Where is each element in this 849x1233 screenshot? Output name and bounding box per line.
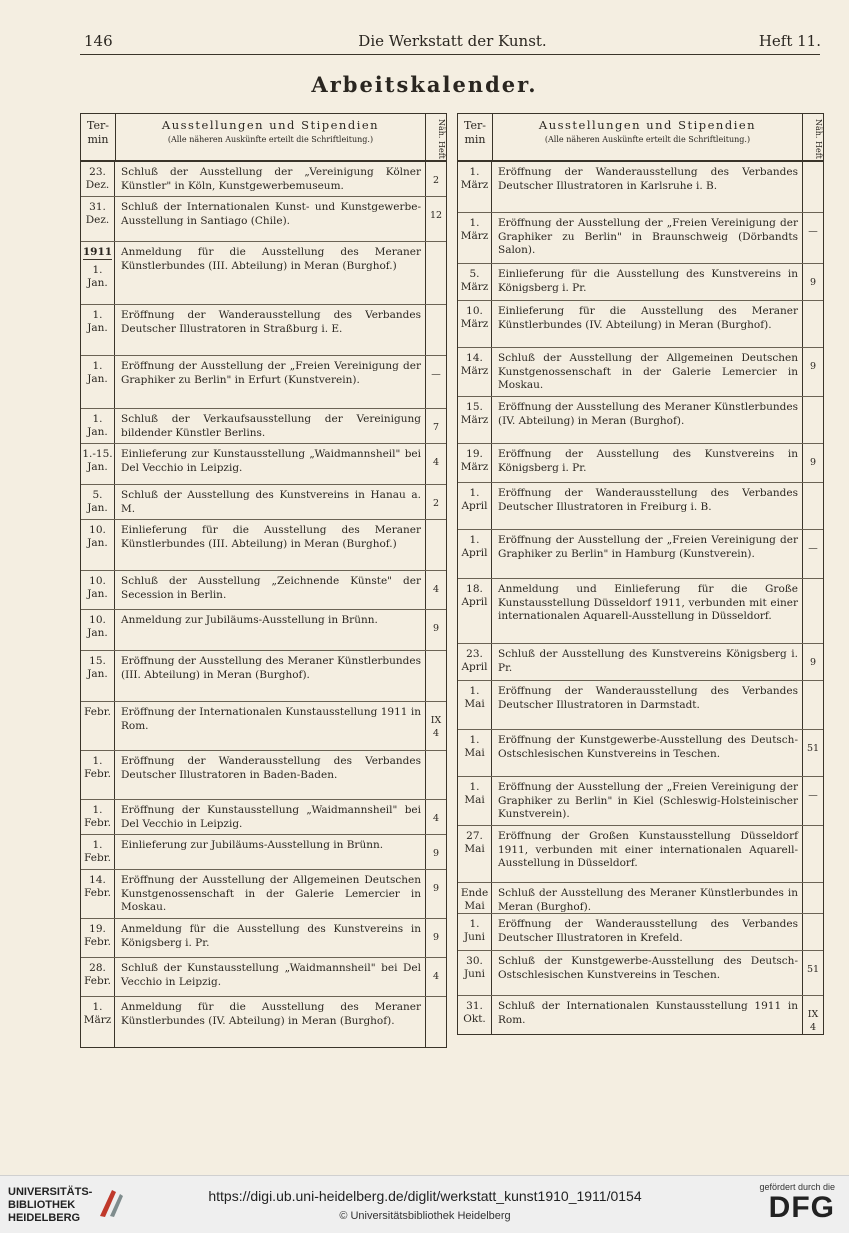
row-description: Anmeldung für die Ausstellung des Meraner Künstlerbundes (III. Abteilung) in Meran (Burghof.) [115,242,426,304]
desc-header-subtitle: (Alle näheren Auskünfte erteilt die Schriftleitung.) [544,135,751,144]
row-date: 10. März [460,305,489,330]
table-row [458,914,823,951]
row-description: Anmeldung zur Jubiläums-Ausstellung in Brünn. [115,610,426,650]
row-description: Schluß der Kunstgewerbe-Ausstellung des Deutsch-Ostschlesischen Kunstvereins in Teschen. [492,951,803,995]
row-date-cell [458,530,492,578]
row-issue-number: 4 [432,813,440,824]
table-row [458,397,823,444]
table-row [81,958,446,997]
table-row [458,883,823,914]
row-date: 1. März [83,1001,112,1026]
row-issue-number [426,520,446,570]
table-header [81,114,446,162]
row-date: 1. Febr. [84,804,111,829]
row-description: Eröffnung der Wanderausstellung des Verbandes Deutscher Illustratoren in Baden-Baden. [115,751,426,799]
table-row [81,242,446,305]
left-table-body [81,162,446,1047]
running-header [84,30,821,52]
row-description: Schluß der Ausstellung des Meraner Künstlerbundes in Meran (Burghof). [492,883,803,913]
row-date: 1. Jan. [87,360,108,385]
row-issue-number: 2 [432,498,440,509]
row-description: Eröffnung der Internationalen Kunstausstellung 1911 in Rom. [115,702,426,750]
table-row [458,530,823,579]
desc-column-header [493,114,803,160]
row-date-cell [81,571,115,609]
row-date: 5. Jan. [87,489,108,514]
row-date-cell [458,444,492,482]
row-date: 1. Jan. [87,413,108,438]
row-date: 10. Jan. [87,575,108,600]
row-description: Einlieferung zur Kunstausstellung „Waidmannsheil" bei Del Vecchio in Leipzig. [115,444,426,484]
right-calendar-table [457,113,824,1035]
date-column-header [458,114,493,160]
row-date: 15. März [460,401,489,426]
table-row [81,997,446,1047]
row-issue-number: 9 [432,623,440,634]
row-date: 30. Juni [463,955,486,980]
row-date-cell [81,444,115,484]
row-date: 1. Febr. [84,755,111,780]
row-description: Schluß der Ausstellung des Kunstvereins Königsberg i. Pr. [492,644,803,680]
row-date-cell [458,213,492,263]
dfg-mark: DFG [768,1191,835,1224]
row-date-cell [81,356,115,408]
row-date-cell [458,777,492,825]
row-issue-number: IX 4 [430,715,442,739]
row-date: 5. März [460,268,489,293]
row-date: Ende Mai [460,887,489,912]
library-logo[interactable] [8,1186,158,1225]
row-description: Einlieferung zur Jubiläums-Ausstellung in Brünn. [115,835,426,869]
row-date: 1. Jan. [87,264,108,289]
row-description: Einlieferung für die Ausstellung des Meraner Künstlerbundes (III. Abteilung) in Meran (Burghof.) [115,520,426,570]
row-date-cell [458,681,492,729]
row-date: Febr. [84,706,111,718]
date-column-header [81,114,116,160]
row-issue-number [803,883,823,913]
row-date: 31. Dez. [85,201,110,226]
table-row [458,644,823,681]
row-date-cell [81,870,115,918]
row-issue-number [803,301,823,347]
table-row [81,305,446,356]
row-issue-number: 12 [429,210,443,221]
row-date-cell [458,826,492,882]
left-calendar-table [80,113,447,1048]
page-number: 146 [84,32,113,50]
row-date-cell [81,242,115,304]
header-rule [80,54,820,55]
row-date: 1. Mai [464,781,485,806]
row-description: Eröffnung der Ausstellung des Meraner Künstlerbundes (III. Abteilung) in Meran (Burghof). [115,651,426,701]
row-description: Eröffnung der Wanderausstellung des Verbandes Deutscher Illustratoren in Krefeld. [492,914,803,950]
row-date-cell [458,348,492,396]
table-row [81,751,446,800]
row-date-cell [458,301,492,347]
row-issue-number [803,826,823,882]
row-description: Schluß der Ausstellung „Zeichnende Künste" der Secession in Berlin. [115,571,426,609]
row-date: 1. Mai [464,685,485,710]
row-issue-number: 7 [432,422,440,433]
row-issue-number [803,483,823,529]
desc-header-subtitle: (Alle näheren Auskünfte erteilt die Schriftleitung.) [167,135,374,144]
row-date: 1.-15. Jan. [82,448,113,473]
row-issue-number: — [808,790,818,801]
table-row [81,162,446,197]
table-header [458,114,823,162]
row-date-cell [458,264,492,300]
permalink[interactable]: https://digi.ub.uni-heidelberg.de/diglit/werkstatt_kunst1910_1911/0154 [208,1188,642,1204]
row-date: 1. April [461,487,488,512]
table-row [81,835,446,870]
row-issue-number [426,242,446,304]
table-row [81,197,446,242]
row-description: Einlieferung für die Ausstellung des Kunstvereins in Königsberg i. Pr. [492,264,803,300]
row-description: Eröffnung der Ausstellung der „Freien Vereinigung der Graphiker zu Berlin" in Erfurt (Kunstverein). [115,356,426,408]
row-issue-number: 9 [432,932,440,943]
row-description: Einlieferung für die Ausstellung des Meraner Künstlerbundes (IV. Abteilung) in Meran (Burghof). [492,301,803,347]
row-date: 14. Febr. [84,874,111,899]
row-issue-number: 9 [809,361,817,372]
row-issue-number: — [808,543,818,554]
row-date-cell [81,702,115,750]
table-row [81,651,446,702]
row-date-cell [81,197,115,241]
row-date-cell [81,485,115,519]
dfg-logo[interactable] [745,1182,835,1224]
table-row [458,681,823,730]
row-date-cell [81,409,115,443]
row-issue-number [426,997,446,1047]
row-description: Eröffnung der Ausstellung des Kunstvereins in Königsberg i. Pr. [492,444,803,482]
table-row [81,409,446,444]
row-issue-number [803,579,823,643]
table-row [458,996,823,1034]
row-issue-number: 51 [806,964,820,975]
issue-column-header: Näh. Heft [814,118,823,159]
row-date-cell [81,651,115,701]
year-label: 1911 [82,246,113,258]
row-issue-number: 4 [432,584,440,595]
table-row [458,730,823,777]
row-date: 14. März [460,352,489,377]
row-issue-number: — [431,369,441,380]
row-description: Eröffnung der Ausstellung der „Freien Vereinigung der Graphiker zu Berlin" in Hamburg (Kunstverein). [492,530,803,578]
library-emblem-icon [96,1186,126,1220]
date-header-label: Ter- min [464,119,486,146]
row-date-cell [458,883,492,913]
row-description: Eröffnung der Ausstellung der „Freien Vereinigung der Graphiker zu Berlin" in Braunschweig (Dörbandts Salon). [492,213,803,263]
row-date-cell [81,997,115,1047]
row-date-cell [458,483,492,529]
table-row [81,520,446,571]
row-issue-number: 9 [432,848,440,859]
row-date: 27. Mai [464,830,485,855]
row-date-cell [81,162,115,196]
issue-column-header: Näh. Heft [437,118,446,159]
table-row [81,870,446,919]
funded-by-label: gefördert durch die [759,1182,835,1192]
row-description: Schluß der Ausstellung des Kunstvereins in Hanau a. M. [115,485,426,519]
row-date: 1. Juni [463,918,486,943]
row-date-cell [81,958,115,996]
row-date-cell [458,914,492,950]
row-date-cell [81,751,115,799]
row-description: Schluß der Kunstausstellung „Waidmannsheil" bei Del Vecchio in Leipzig. [115,958,426,996]
row-issue-number [803,397,823,443]
table-row [458,162,823,213]
row-description: Eröffnung der Wanderausstellung des Verbandes Deutscher Illustratoren in Freiburg i. B. [492,483,803,529]
copyright: © Universitätsbibliothek Heidelberg [339,1210,511,1222]
row-date: 19. Febr. [84,923,111,948]
row-issue-number: 4 [432,457,440,468]
right-table-body [458,162,823,1034]
row-date: 1. Jan. [87,309,108,334]
row-issue-number [426,305,446,355]
row-description: Schluß der Internationalen Kunst- und Kunstgewerbe-Ausstellung in Santiago (Chile). [115,197,426,241]
page-title: Arbeitskalender. [311,72,538,97]
row-date-cell [458,996,492,1034]
row-date: 31. Okt. [463,1000,486,1025]
row-issue-number: 9 [809,657,817,668]
row-date-cell [458,951,492,995]
row-issue-number [803,681,823,729]
row-description: Schluß der Ausstellung der „Vereinigung Kölner Künstler" in Köln, Kunstgewerbemuseum. [115,162,426,196]
table-row [458,213,823,264]
row-date: 28. Febr. [84,962,111,987]
table-row [81,702,446,751]
table-row [458,444,823,483]
table-row [81,485,446,520]
viewer-footer [0,1175,849,1233]
table-row [458,951,823,996]
desc-header-title: Ausstellungen und Stipendien [538,118,757,132]
row-description: Anmeldung für die Ausstellung des Meraner Künstlerbundes (IV. Abteilung) in Meran (Burghof). [115,997,426,1047]
row-issue-number: 51 [806,743,820,754]
row-issue-number [803,162,823,212]
row-description: Schluß der Verkaufsausstellung der Vereinigung bildender Künstler Berlins. [115,409,426,443]
row-description: Schluß der Internationalen Kunstausstellung 1911 in Rom. [492,996,803,1034]
table-row [81,610,446,651]
row-issue-number: 9 [432,883,440,894]
table-row [458,483,823,530]
row-date: 23. April [461,648,488,673]
row-date-cell [81,800,115,834]
row-description: Eröffnung der Wanderausstellung des Verbandes Deutscher Illustratoren in Straßburg i. E. [115,305,426,355]
row-date: 1. März [460,166,489,191]
row-description: Eröffnung der Kunstausstellung „Waidmannsheil" bei Del Vecchio in Leipzig. [115,800,426,834]
row-date-cell [81,305,115,355]
row-issue-number [426,651,446,701]
row-date: 23. Dez. [85,166,110,191]
row-description: Eröffnung der Wanderausstellung des Verbandes Deutscher Illustratoren in Karlsruhe i. B. [492,162,803,212]
row-date: 15. Jan. [87,655,108,680]
row-date-cell [81,919,115,957]
row-description: Anmeldung für die Ausstellung des Kunstvereins in Königsberg i. Pr. [115,919,426,957]
table-row [458,348,823,397]
issue-label: Heft 11. [758,32,821,50]
row-date-cell [458,579,492,643]
table-row [81,571,446,610]
row-date: 19. März [460,448,489,473]
row-date: 1. Mai [464,734,485,759]
row-description: Eröffnung der Wanderausstellung des Verbandes Deutscher Illustratoren in Darmstadt. [492,681,803,729]
table-row [81,919,446,958]
row-issue-number: 9 [809,457,817,468]
library-name: UNIVERSITÄTS- BIBLIOTHEK HEIDELBERG [8,1186,93,1224]
row-issue-number: 9 [809,277,817,288]
table-row [81,444,446,485]
row-date: 10. Jan. [87,614,108,639]
row-description: Eröffnung der Großen Kunstausstellung Düsseldorf 1911, verbunden mit einer internationalen Aquarell-Ausstellung in Düsseldorf. [492,826,803,882]
row-date-cell [81,610,115,650]
row-date-cell [458,162,492,212]
row-issue-number [803,914,823,950]
table-row [458,579,823,644]
table-row [458,301,823,348]
row-description: Anmeldung und Einlieferung für die Große Kunstausstellung Düsseldorf 1911, verbunden mit einer internationalen Aquarell-Ausstellung in Düsseldorf. [492,579,803,643]
desc-header-title: Ausstellungen und Stipendien [161,118,380,132]
row-date: 10. Jan. [87,524,108,549]
row-date-cell [458,397,492,443]
row-date: 18. April [461,583,488,608]
table-row [81,356,446,409]
row-issue-number: 4 [432,971,440,982]
table-row [81,800,446,835]
row-issue-number: IX 4 [807,1009,819,1033]
row-description: Eröffnung der Kunstgewerbe-Ausstellung des Deutsch-Ostschlesischen Kunstvereins in Teschen. [492,730,803,776]
desc-column-header [116,114,426,160]
table-row [458,777,823,826]
row-date-cell [458,644,492,680]
row-date-cell [81,520,115,570]
row-issue-number [426,751,446,799]
row-date: 1. April [461,534,488,559]
row-issue-number: — [808,226,818,237]
table-row [458,264,823,301]
row-issue-number: 2 [432,175,440,186]
date-header-label: Ter- min [87,119,109,146]
journal-title: Die Werkstatt der Kunst. [358,32,547,50]
row-description: Eröffnung der Ausstellung des Meraner Künstlerbundes (IV. Abteilung) in Meran (Burghof). [492,397,803,443]
table-row [458,826,823,883]
row-description: Eröffnung der Ausstellung der „Freien Vereinigung der Graphiker zu Berlin" in Kiel (Schleswig-Holsteinischer Kunstverein). [492,777,803,825]
row-date: 1. Febr. [84,839,111,864]
row-date-cell [81,835,115,869]
row-date-cell [458,730,492,776]
row-description: Schluß der Ausstellung der Allgemeinen Deutschen Kunstgenossenschaft in der Galerie Lemercier in Moskau. [492,348,803,396]
row-description: Eröffnung der Ausstellung der Allgemeinen Deutschen Kunstgenossenschaft in der Galerie Lemercier in Moskau. [115,870,426,918]
row-date: 1. März [460,217,489,242]
